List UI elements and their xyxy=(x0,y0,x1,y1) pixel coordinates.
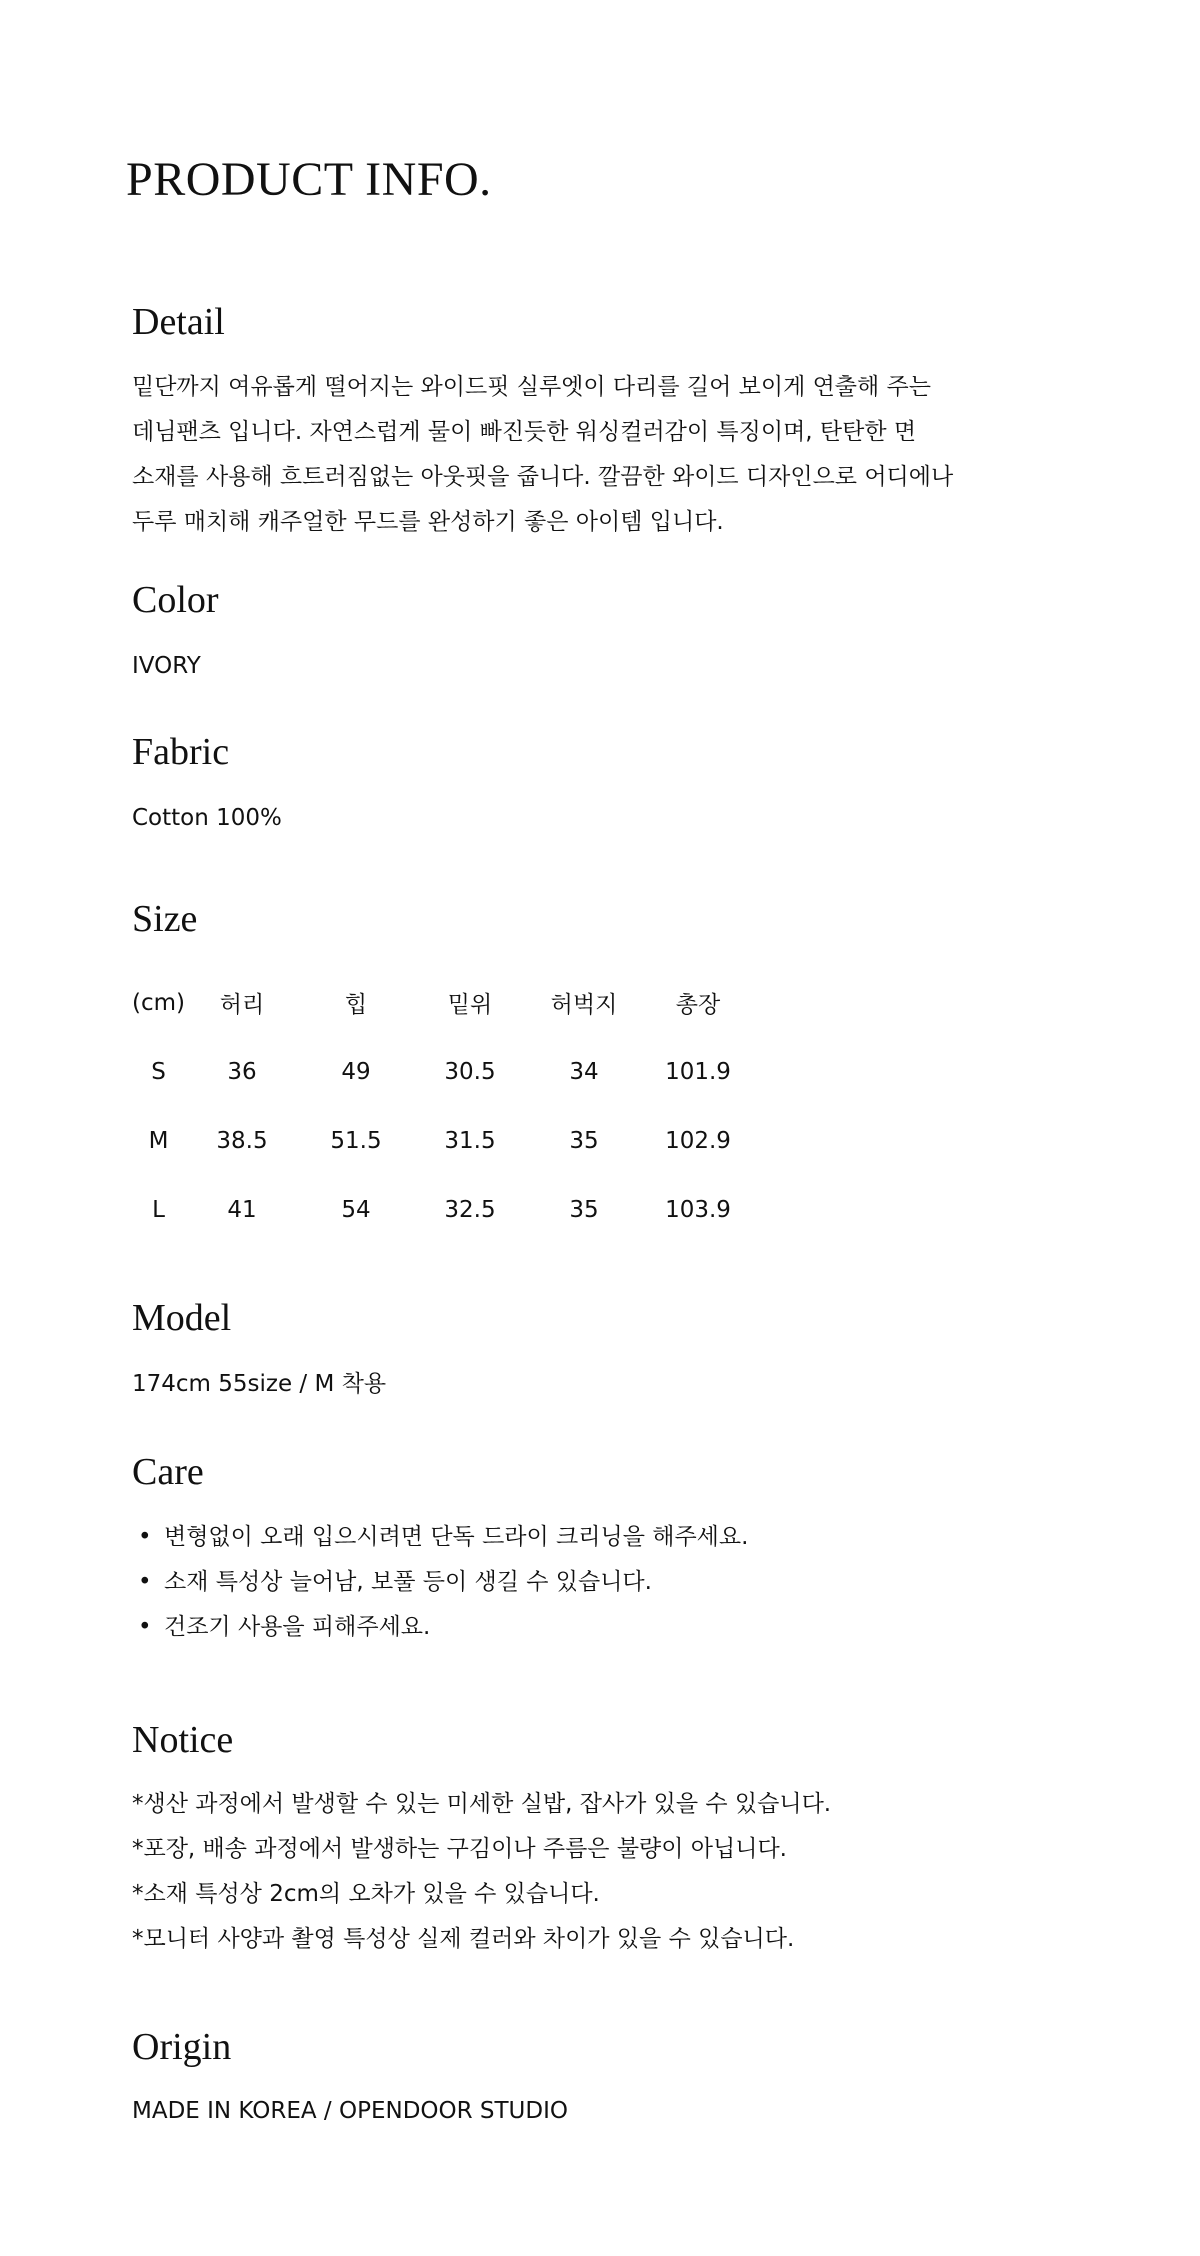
size-label: L xyxy=(152,1196,165,1223)
table-row xyxy=(132,1037,755,1106)
fabric-value: Cotton 100% xyxy=(132,805,282,831)
table-cell: 51.5 xyxy=(330,1127,382,1154)
table-cell: 34 xyxy=(569,1058,599,1085)
notice-line: *소재 특성상 2cm의 오차가 있을 수 있습니다. xyxy=(132,1881,600,1907)
table-cell: 30.5 xyxy=(444,1058,496,1085)
size-label: S xyxy=(151,1058,166,1085)
notice-line: *포장, 배송 과정에서 발생하는 구김이나 주름은 불량이 아닙니다. xyxy=(132,1836,787,1862)
notice-line: *생산 과정에서 발생할 수 있는 미세한 실밥, 잡사가 있을 수 있습니다. xyxy=(132,1791,832,1817)
table-cell: 49 xyxy=(341,1058,371,1085)
table-cell: 103.9 xyxy=(665,1196,731,1223)
detail-heading: Detail xyxy=(132,301,225,343)
size-heading: Size xyxy=(132,898,198,940)
size-col-rise: 밑위 xyxy=(447,992,493,1018)
table-cell: 41 xyxy=(227,1196,257,1223)
color-value: IVORY xyxy=(132,653,201,679)
table-row xyxy=(132,1106,755,1175)
table-cell: 35 xyxy=(569,1196,599,1223)
size-col-length: 총장 xyxy=(675,992,721,1018)
origin-heading: Origin xyxy=(132,2026,232,2068)
detail-line: 밑단까지 여유롭게 떨어지는 와이드핏 실루엣이 다리를 길어 보이게 연출해 주는 xyxy=(132,374,931,400)
page-title: PRODUCT INFO. xyxy=(126,153,492,206)
detail-line: 두루 매치해 캐주얼한 무드를 완성하기 좋은 아이템 입니다. xyxy=(132,509,724,535)
table-row xyxy=(132,1175,755,1244)
table-cell: 38.5 xyxy=(216,1127,268,1154)
detail-line: 소재를 사용해 흐트러짐없는 아웃핏을 줍니다. 깔끔한 와이드 디자인으로 어디에나 xyxy=(132,464,954,490)
table-cell: 32.5 xyxy=(444,1196,496,1223)
care-heading: Care xyxy=(132,1451,204,1493)
notice-line: *모니터 사양과 촬영 특성상 실제 컬러와 차이가 있을 수 있습니다. xyxy=(132,1926,795,1952)
table-cell: 101.9 xyxy=(665,1058,731,1085)
detail-line: 데님팬츠 입니다. 자연스럽게 물이 빠진듯한 워싱컬러감이 특징이며, 탄탄한 면 xyxy=(132,419,917,445)
list-item: • 변형없이 오래 입으시려면 단독 드라이 크리닝을 해주세요. xyxy=(138,1515,748,1560)
origin-value: MADE IN KOREA / OPENDOOR STUDIO xyxy=(132,2098,568,2124)
list-item: • 건조기 사용을 피해주세요. xyxy=(138,1605,748,1650)
size-col-unit: (cm) xyxy=(132,989,185,1016)
size-label: M xyxy=(148,1127,169,1154)
detail-description xyxy=(132,365,953,545)
table-cell: 31.5 xyxy=(444,1127,496,1154)
model-heading: Model xyxy=(132,1297,232,1339)
care-list xyxy=(138,1515,748,1650)
notice-text xyxy=(132,1782,831,1962)
size-col-hip: 힙 xyxy=(344,992,368,1018)
size-col-waist: 허리 xyxy=(219,992,265,1018)
color-heading: Color xyxy=(132,579,219,621)
size-table-header-row xyxy=(132,968,755,1037)
size-col-thigh: 허벅지 xyxy=(550,992,618,1018)
model-value: 174cm 55size / M 착용 xyxy=(132,1371,387,1397)
fabric-heading: Fabric xyxy=(132,731,230,773)
table-cell: 36 xyxy=(227,1058,257,1085)
table-cell: 54 xyxy=(341,1196,371,1223)
list-item: • 소재 특성상 늘어남, 보풀 등이 생길 수 있습니다. xyxy=(138,1560,748,1605)
notice-heading: Notice xyxy=(132,1719,234,1761)
table-cell: 102.9 xyxy=(665,1127,731,1154)
size-table xyxy=(132,968,755,1244)
table-cell: 35 xyxy=(569,1127,599,1154)
